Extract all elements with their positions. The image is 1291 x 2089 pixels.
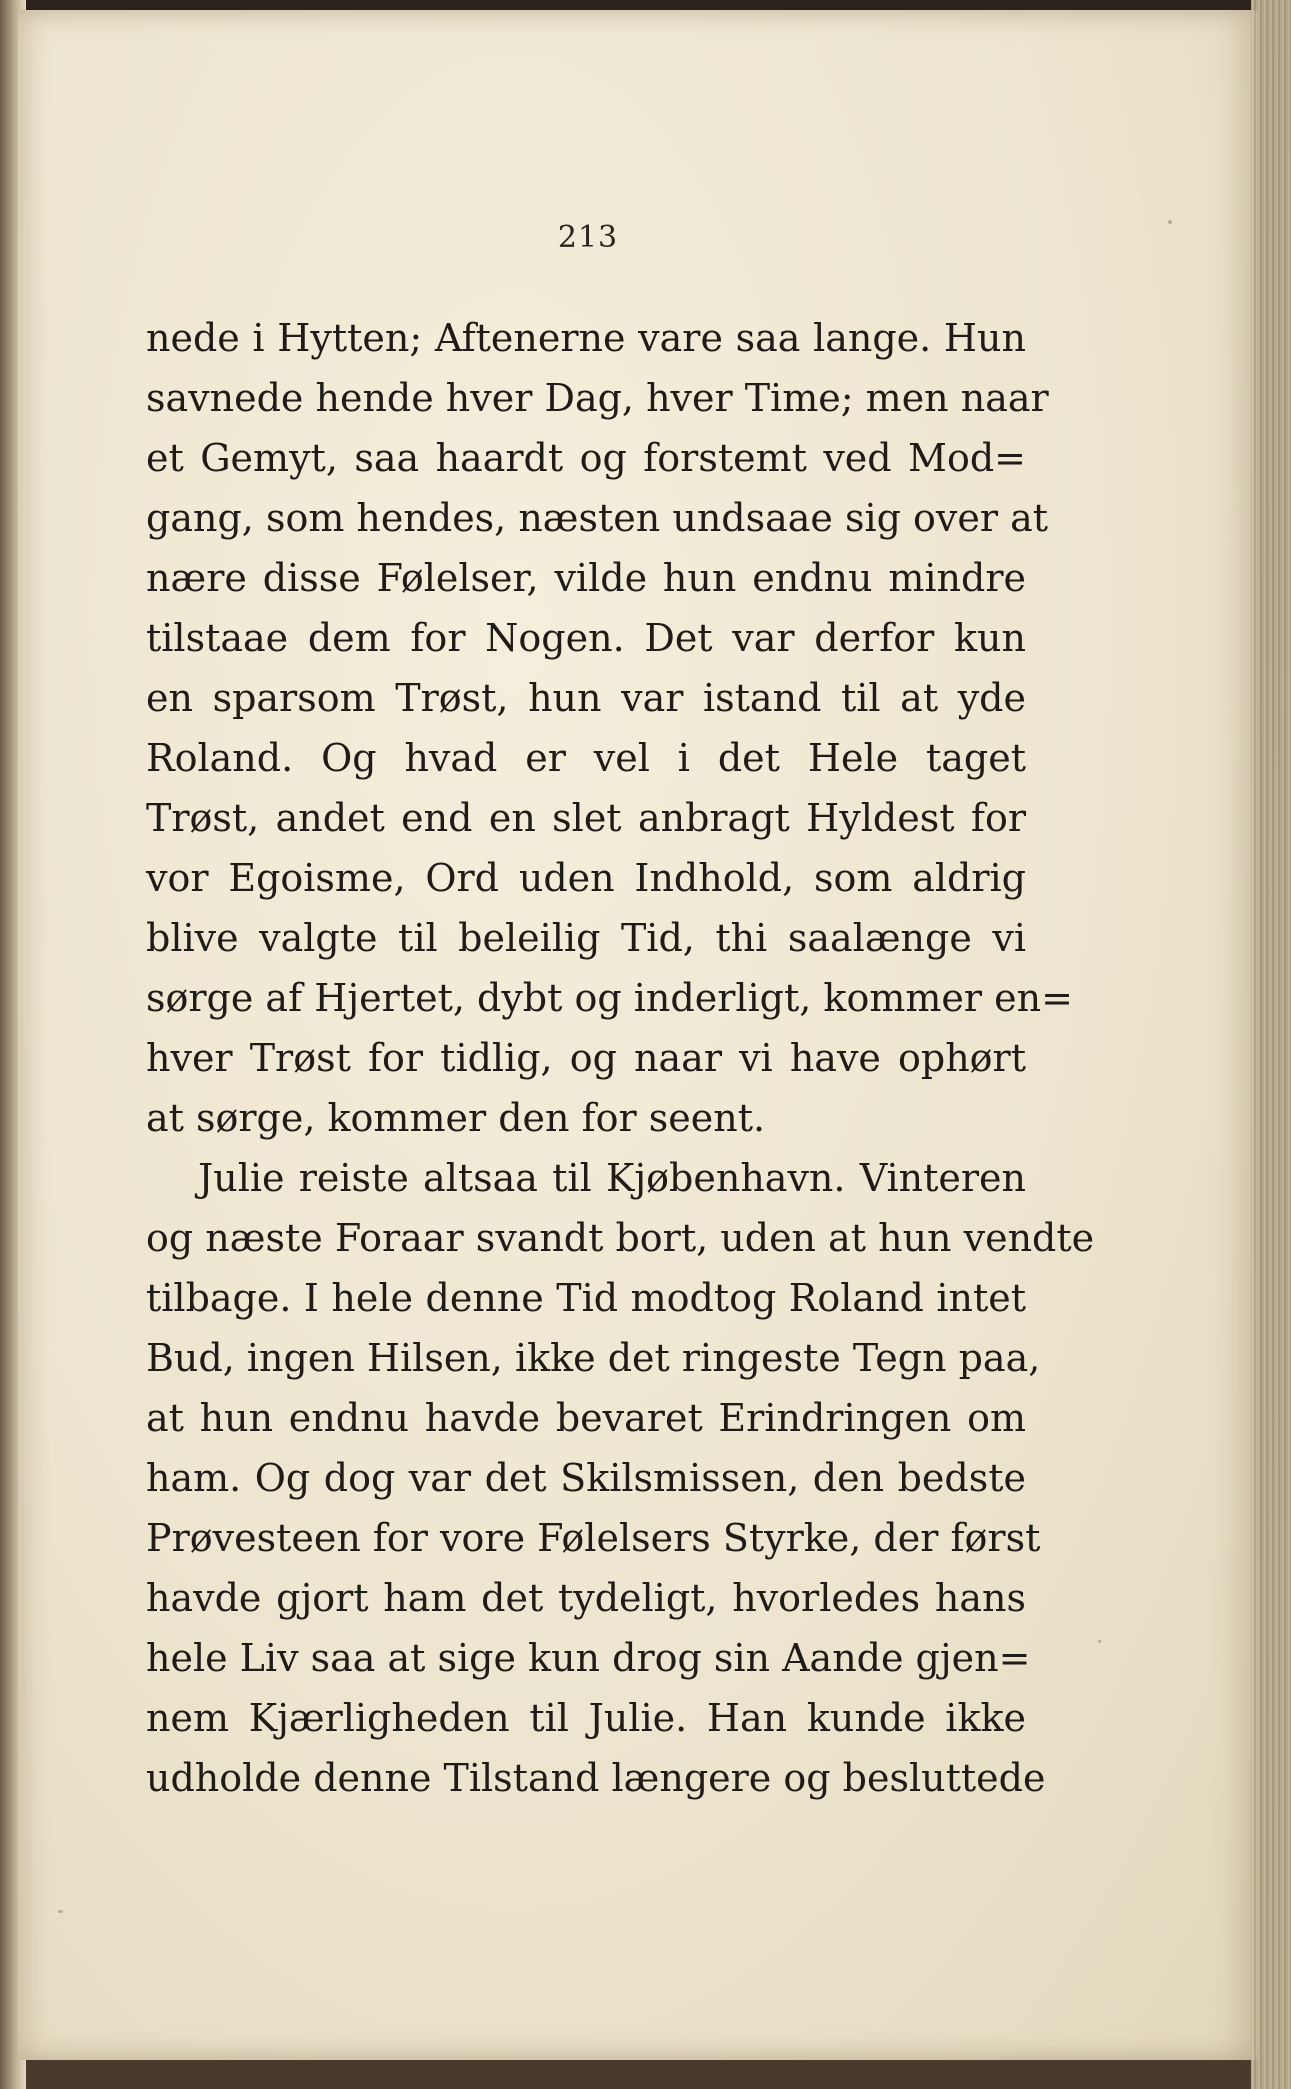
text-line: sørge af Hjertet, dybt og inderligt, kommer en= <box>146 976 1073 1020</box>
text-line: nede i Hytten; Aftenerne vare saa lange. Hun <box>146 316 1026 360</box>
text-line: et Gemyt, saa haardt og forstemt ved Mod= <box>146 436 1026 480</box>
text-line: en sparsom Trøst, hun var istand til at yde <box>146 676 1026 720</box>
text-line: at hun endnu havde bevaret Erindringen om <box>146 1396 1026 1440</box>
text-line: Bud, ingen Hilsen, ikke det ringeste Tegn paa, <box>146 1336 1041 1380</box>
page-number: 213 <box>557 220 619 255</box>
page-block-edge <box>1251 0 1291 2089</box>
text-line: nem Kjærligheden til Julie. Han kunde ikke <box>146 1696 1026 1740</box>
text-line: vor Egoisme, Ord uden Indhold, som aldrig <box>146 856 1026 900</box>
text-line: udholde denne Tilstand længere og besluttede <box>146 1756 1046 1800</box>
text-line: at sørge, kommer den for seent. <box>146 1096 766 1140</box>
text-line: savnede hende hver Dag, hver Time; men naar <box>146 376 1049 420</box>
paragraph-first-line: Julie reiste altsaa til Kjøbenhavn. Vinteren <box>198 1156 1026 1200</box>
book-page <box>18 10 1258 2060</box>
text-line: gang, som hendes, næsten undsaae sig over at <box>146 496 1049 540</box>
text-line: hele Liv saa at sige kun drog sin Aande gjen= <box>146 1636 1031 1680</box>
text-line: Roland. Og hvad er vel i det Hele taget <box>146 736 1026 780</box>
text-line: nære disse Følelser, vilde hun endnu mindre <box>146 556 1026 600</box>
text-line: ham. Og dog var det Skilsmissen, den bedste <box>146 1456 1026 1500</box>
text-line: blive valgte til beleilig Tid, thi saalænge vi <box>146 916 1026 960</box>
text-line: havde gjort ham det tydeligt, hvorledes hans <box>146 1576 1026 1620</box>
text-line: tilstaae dem for Nogen. Det var derfor kun <box>146 616 1026 660</box>
paper-speck <box>58 1910 63 1913</box>
text-line: tilbage. I hele denne Tid modtog Roland intet <box>146 1276 1026 1320</box>
paper-speck <box>1098 1640 1101 1643</box>
text-line: Trøst, andet end en slet anbragt Hyldest for <box>146 796 1026 840</box>
paper-speck <box>1168 220 1172 224</box>
text-line: Prøvesteen for vore Følelsers Styrke, der først <box>146 1516 1041 1560</box>
text-line: og næste Foraar svandt bort, uden at hun vendte <box>146 1216 1095 1260</box>
text-line: hver Trøst for tidlig, og naar vi have ophørt <box>146 1036 1026 1080</box>
body-text <box>146 308 1095 1808</box>
